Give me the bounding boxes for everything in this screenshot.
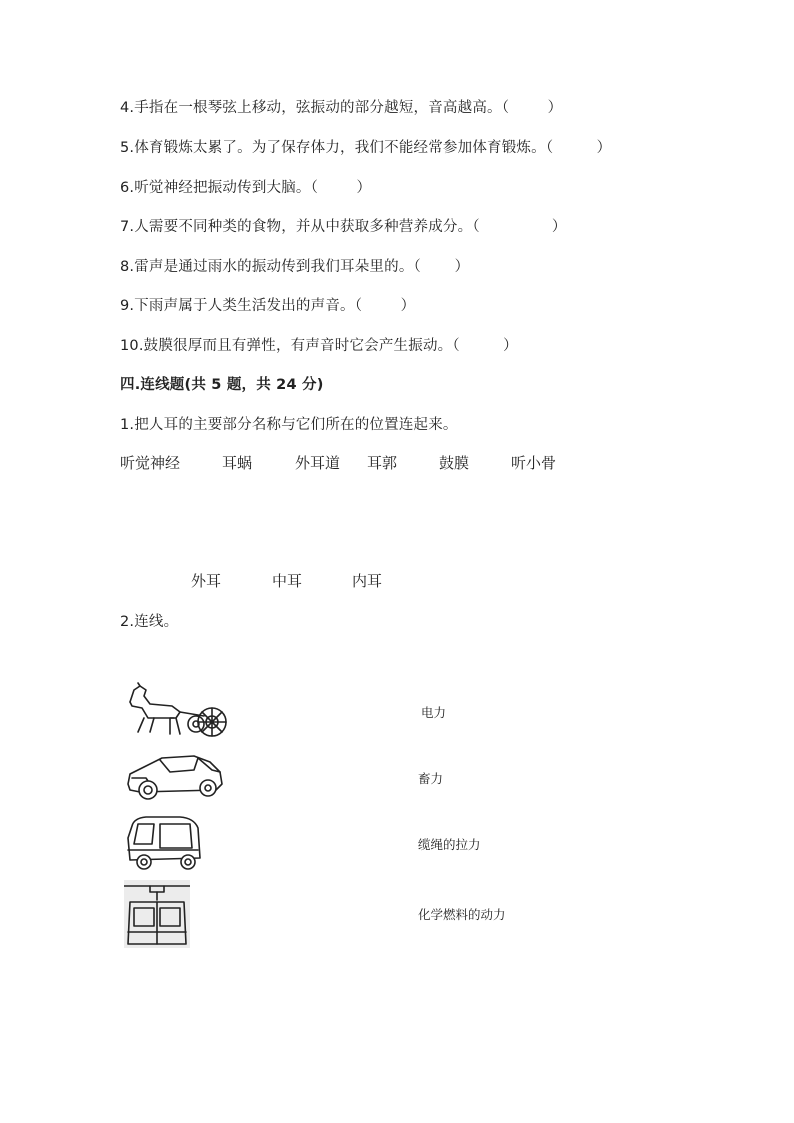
question-4: 4.手指在一根琴弦上移动，弦振动的部分越短，音高越高。（ ）: [120, 100, 563, 116]
question-9: 9.下雨声属于人类生活发出的声音。（ ）: [120, 298, 416, 314]
section-heading: 四.连线题(共 5 题，共 24 分): [120, 377, 324, 393]
ear-part-eardrum: 鼓膜: [439, 454, 470, 472]
horse-carriage-icon: [124, 682, 230, 742]
question-8: 8.雷声是通过雨水的振动传到我们耳朵里的。（ ）: [120, 259, 470, 275]
power-cable-pull: 缆绳的拉力: [418, 837, 481, 852]
match-q2-prompt: 2.连线。: [120, 614, 179, 630]
question-7: 7.人需要不同种类的食物，并从中获取多种营养成分。（ ）: [120, 219, 567, 235]
ear-part-ear-canal: 外耳道: [295, 454, 341, 472]
question-6: 6.听觉神经把振动传到大脑。（ ）: [120, 180, 372, 196]
ear-part-auditory-nerve: 听觉神经: [120, 454, 181, 472]
car-icon: [124, 750, 226, 802]
tuk-tuk-icon: [124, 814, 204, 872]
ear-part-auricle: 耳郭: [367, 454, 398, 472]
power-chemical-fuel: 化学燃料的动力: [418, 907, 506, 922]
ear-part-ossicles: 听小骨: [511, 454, 557, 472]
question-10: 10.鼓膜很厚而且有弹性，有声音时它会产生振动。（ ）: [120, 338, 518, 354]
power-animal: 畜力: [418, 771, 444, 786]
match-q1-prompt: 1.把人耳的主要部分名称与它们所在的位置连起来。: [120, 417, 458, 433]
ear-location-middle: 中耳: [272, 572, 303, 590]
question-5: 5.体育锻炼太累了。为了保存体力，我们不能经常参加体育锻炼。（ ）: [120, 140, 612, 156]
cable-car-icon: [124, 880, 190, 948]
ear-location-inner: 内耳: [352, 572, 383, 590]
ear-part-cochlea: 耳蜗: [222, 454, 253, 472]
power-electric: 电力: [421, 705, 447, 720]
ear-location-outer: 外耳: [191, 572, 222, 590]
